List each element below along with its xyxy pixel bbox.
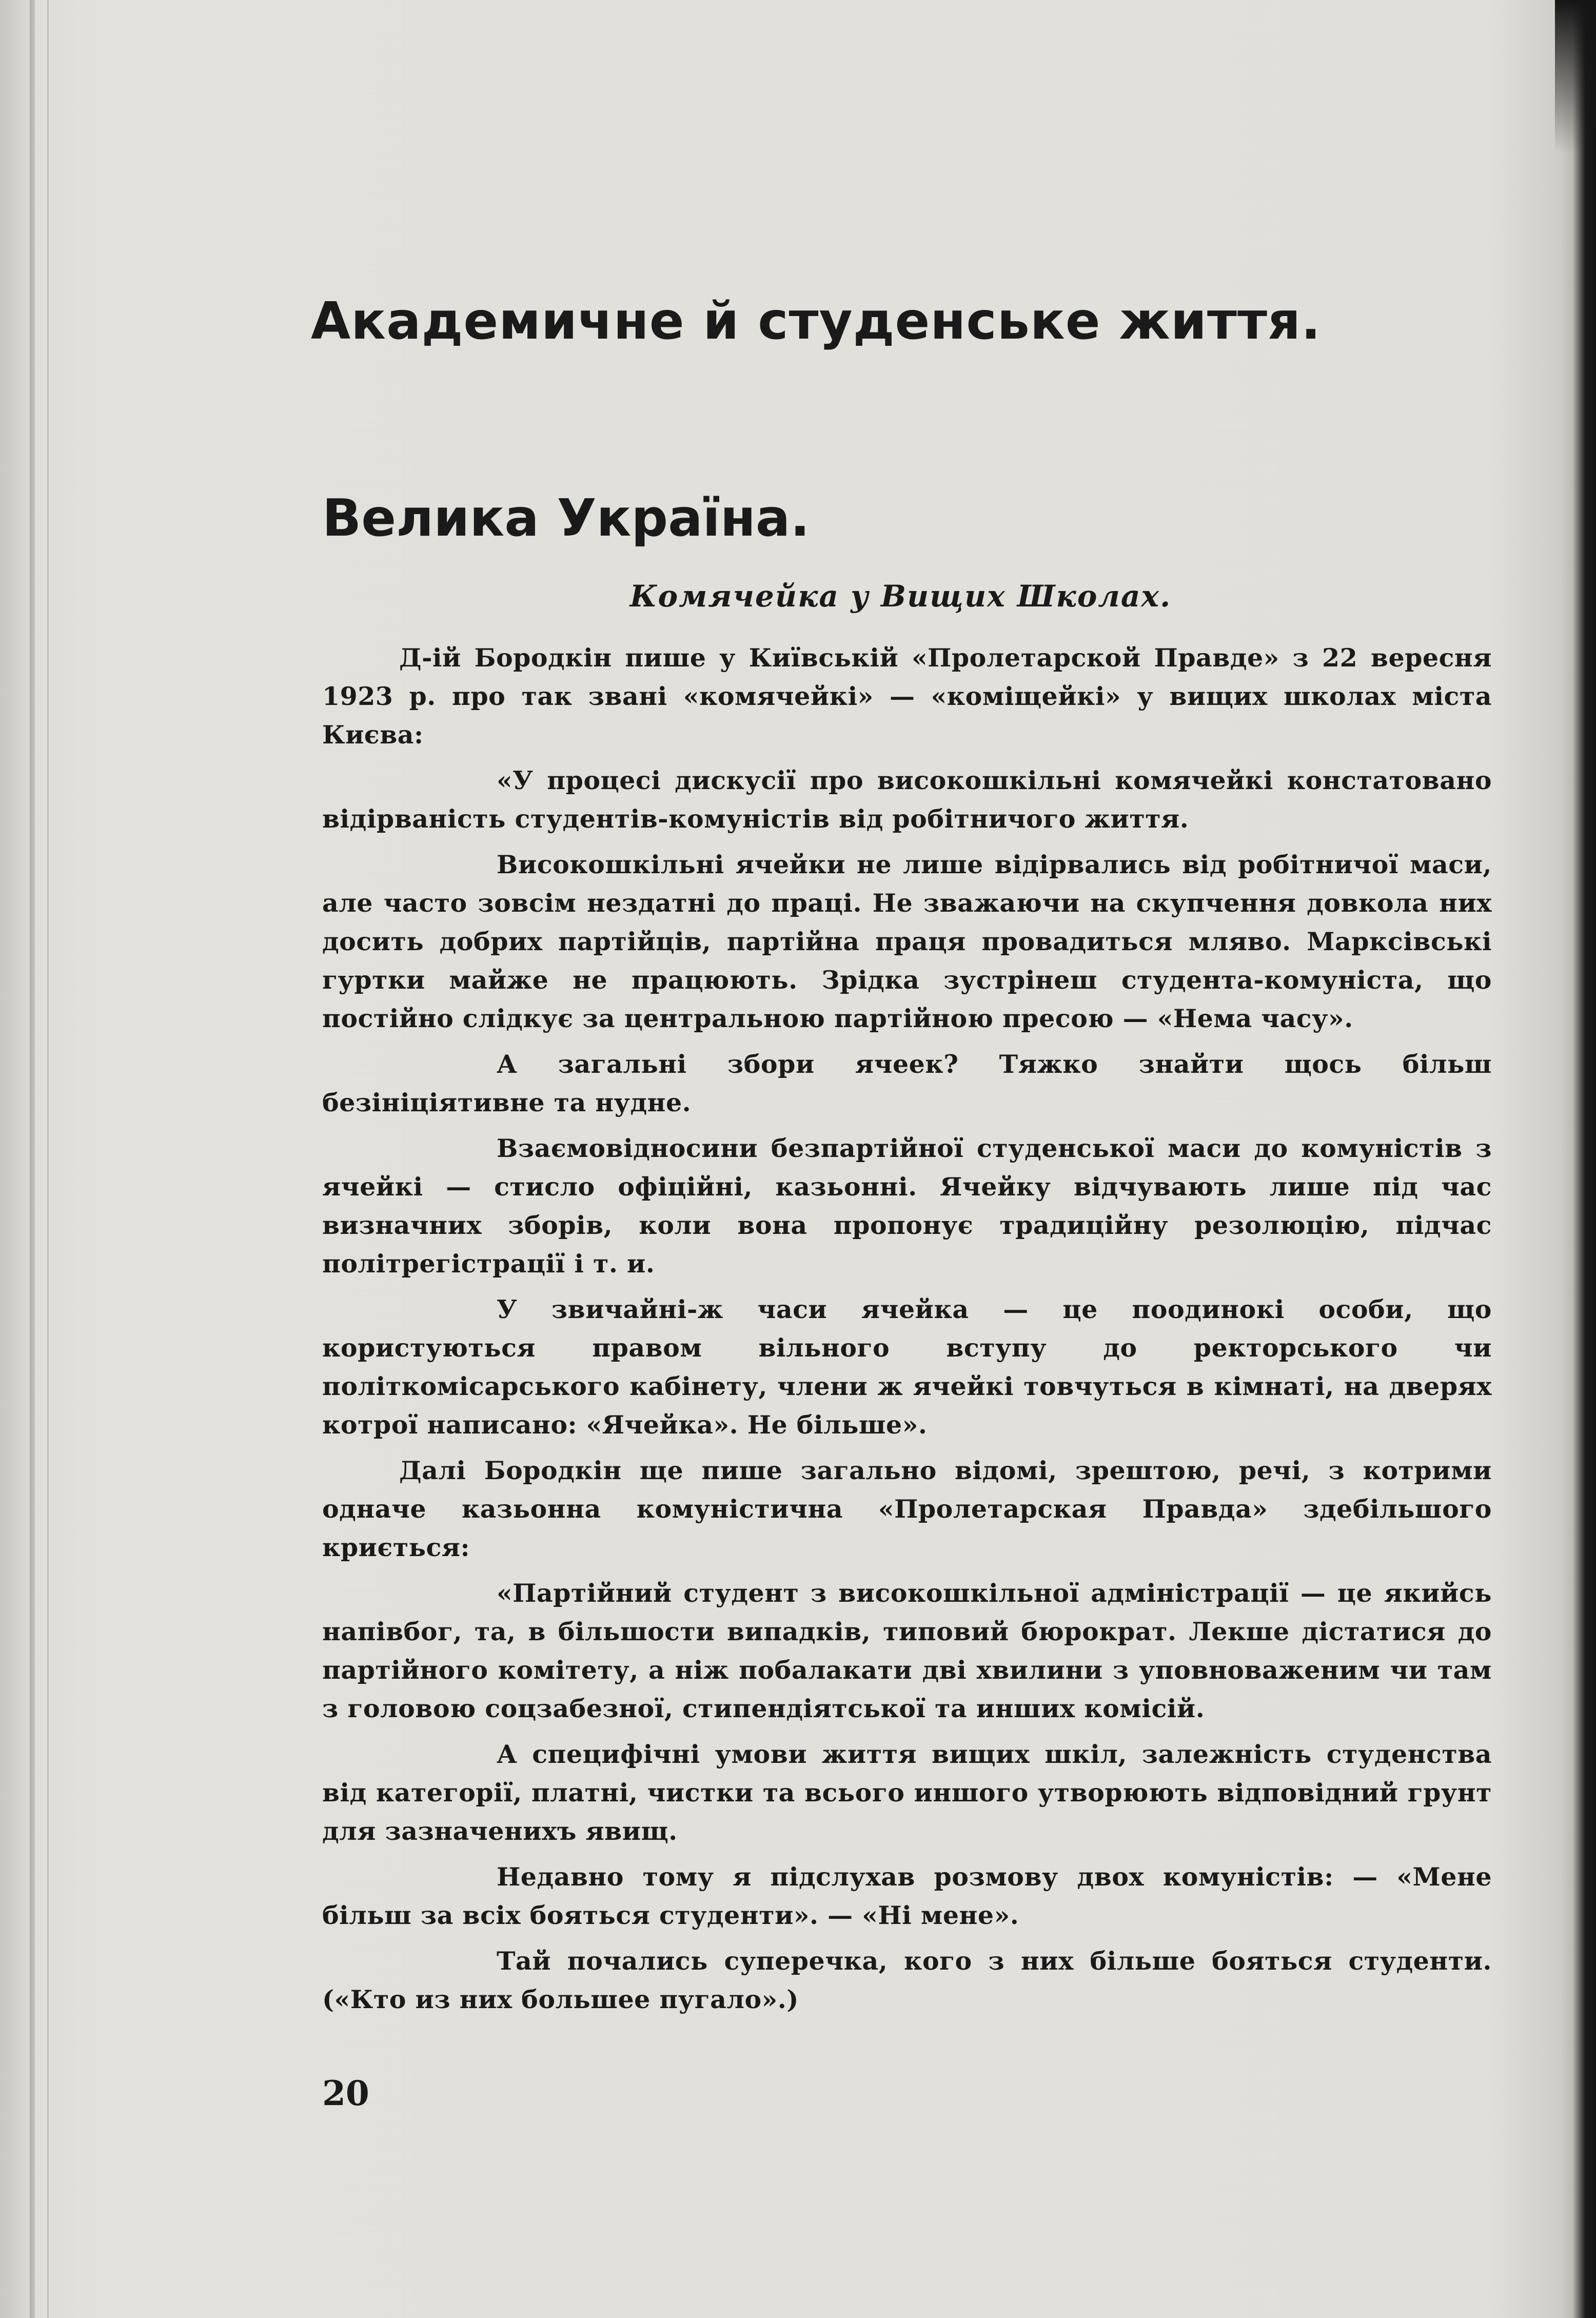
paragraph-quote-9: Тай почались суперечка, кого з них більше бояться студенти. («Кто из них большее пугало».): [322, 1946, 1492, 2014]
paragraph-quote-8: Недавно тому я підслухав розмову двох комуністів: — «Мене більш за всіх бояться студенти». — «Ні мене».: [322, 1862, 1492, 1930]
paragraph-quote-1: «У процесі дискусії про високошкільні комячейкі констатовано відірваність студентів-комуністів від робітничого життя.: [322, 765, 1492, 834]
paragraph-narration: Далі Бородкін ще пише загально відомі, зрештою, речі, з котрими одначе казьонна комуністична «Пролетарская Правда» здебільшого криється:: [322, 1456, 1492, 1562]
top-right-corner-shadow: [1555, 0, 1596, 154]
page-number: 20: [322, 2073, 369, 2113]
paragraph-quote-3: А загальні збори ячеек? Тяжко знайти щось більш безініціятивне та нудне.: [322, 1049, 1492, 1117]
region-heading: Велика Україна.: [322, 488, 810, 548]
paragraph-quote-7: А специфічні умови життя вищих шкіл, залежність студенства від категорії, платні, чистки та всього иншого утворюють відповідний грунт для зазначенихъ явищ.: [322, 1739, 1492, 1846]
article-title: Комячейка у Вищих Школах.: [629, 579, 1172, 614]
article-body: [322, 639, 1492, 2019]
paragraph-quote-5: У звичайні-ж часи ячейка — це поодинокі особи, що користуються правом вільного вступу до ректорського чи політкомісарського кабінету, члени ж ячейкі товчуться в кімнаті, на дверях котрої написано: «Ячейка». Не більше».: [322, 1294, 1492, 1440]
paragraph-quote-6: «Партійний студент з високошкільної адміністрації — це якийсь напівбог, та, в більшости випадків, типовий бюрократ. Лекше дістатися до партійного комітету, а ніж побалакати дві хвилини з уповноваженим чи там з головою соцзабезної, стипендіятської та инших комісій.: [322, 1578, 1492, 1723]
section-title: Академичне й студенське життя.: [310, 291, 1322, 351]
paragraph-quote-4: Взаємовідносини безпартійної студенської маси до комуністів з ячейкі — стисло офіційні, казьонні. Ячейку відчувають лише під час визначних зборів, коли вона пропонує традиційну резолюцію, підчас політрегістрації і т. и.: [322, 1133, 1492, 1279]
paragraph-quote-2: Високошкільні ячейки не лише відірвались від робітничої маси, але часто зовсім нездатні до праці. Не зважаючи на скупчення довкола них досить добрих партійців, партійна праця провадиться мляво. Марксівські гуртки майже не працюють. Зрідка зустрінеш студента-комуніста, що постійно слідкує за центральною партійною пресою — «Нема часу».: [322, 850, 1492, 1033]
paragraph-intro: Д-ій Бородкін пише у Київській «Пролетарской Правде» з 22 вересня 1923 р. про так звані «комячейкі» — «коміщейкі» у вищих школах міста Києва:: [322, 643, 1492, 750]
